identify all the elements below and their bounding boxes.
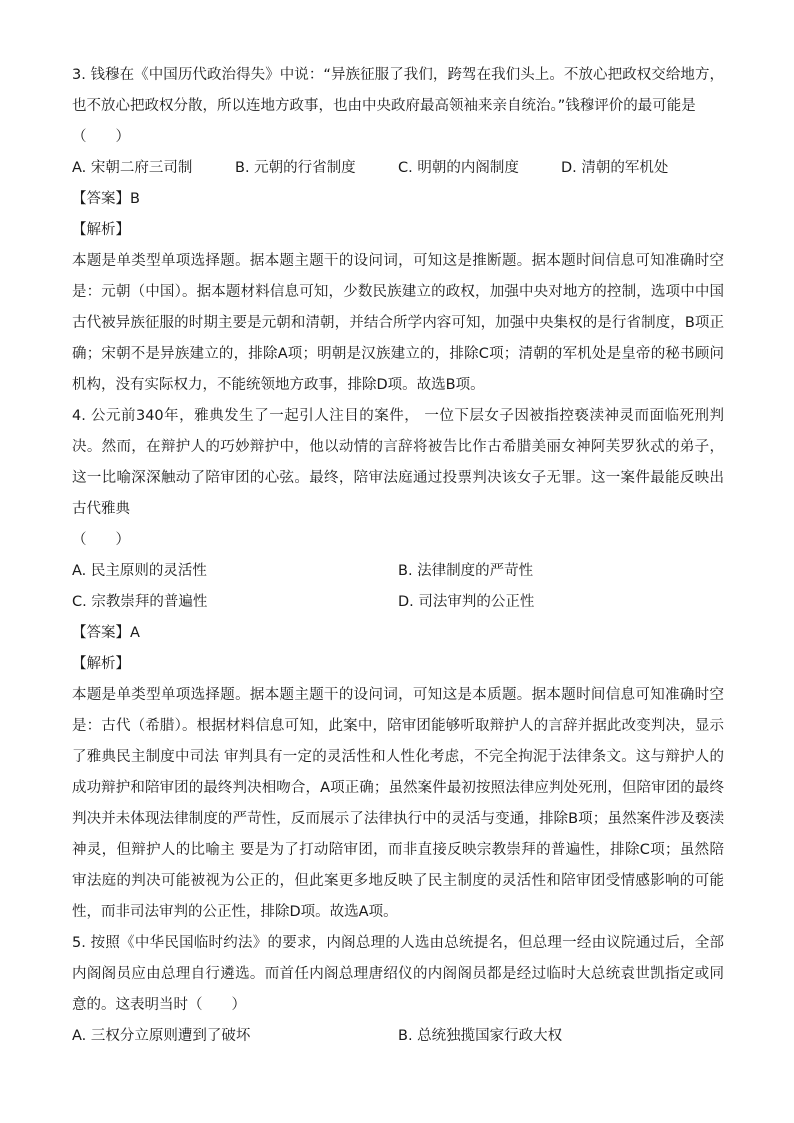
question-4-option-d: D. 司法审判的公正性 <box>398 594 535 610</box>
question-3-answer: 【答案】B <box>72 191 140 207</box>
question-4-option-a: A. 民主原则的灵活性 <box>72 563 207 579</box>
question-3-option-d: D. 清朝的军机处 <box>561 160 669 176</box>
question-4-answer: 【答案】A <box>72 625 140 641</box>
question-3-answer-blank: （ ） <box>72 129 130 145</box>
question-5-options-row-1 <box>72 1021 724 1052</box>
question-3-option-a: A. 宋朝二府三司制 <box>72 160 193 176</box>
question-4-options-row-1 <box>72 556 724 587</box>
question-3-analysis-label: 【解析】 <box>72 222 130 238</box>
question-3-analysis: 本题是单类型单项选择题。据本题主题干的设问词，可知这是推断题。据本题时间信息可知准确时空是：元朝（中国）。据本题材料信息可知，少数民族建立的政权，加强中央对地方的控制，选项中中国古代被异族征服的时期主要是元朝和清朝，并结合所学内容可知，加强中央集权的是行省制度，B项正确；宋朝不是异族建立的，排除A项；明朝是汉族建立的，排除C项；清朝的军机处是皇帝的秘书顾问机构，没有实际权力，不能统领地方政事，排除D项。故选B项。 <box>72 253 724 393</box>
question-5-option-b: B. 总统独揽国家行政大权 <box>398 1028 563 1044</box>
document-page <box>72 60 724 1052</box>
question-3-stem: 3. 钱穆在《中国历代政治得失》中说：“异族征服了我们，跨驾在我们头上。不放心把政权交给地方，也不放心把政权分散，所以连地方政事，也由中央政府最高领袖来亲自统治。”钱穆评价的最可能是 <box>72 67 724 114</box>
question-4-analysis: 本题是单类型单项选择题。据本题主题干的设问词，可知这是本质题。据本题时间信息可知准确时空是：古代（希腊）。根据材料信息可知，此案中，陪审团能够听取辩护人的言辞并据此改变判决，显示了雅典民主制度中司法 审判具有一定的灵活性和人性化考虑，不完全拘泥于法律条文。这与辩护人的成功辩护和陪审团的最终判决相吻合，A项正确；虽然案件最初按照法律应判处死刑，但陪审团的最终判决并未体现法律制度的严苛性，反而展示了法律执行中的灵活与变通，排除B项；虽然案件涉及亵渎神灵，但辩护人的比喻主 要是为了打动陪审团，而非直接反映宗教崇拜的普遍性，排除C项；虽然陪审法庭的判决可能被视为公正的，但此案更多地反映了民主制度的灵活性和陪审团受情感影响的可能性，而非司法审判的公正性，排除D项。故选A项。 <box>72 687 724 920</box>
question-3-option-b: B. 元朝的行省制度 <box>235 160 356 176</box>
question-3-options <box>72 153 724 184</box>
question-5-stem: 5. 按照《中华民国临时约法》的要求，内阁总理的人选由总统提名，但总理一经由议院通过后，全部内阁阁员应由总理自行遴选。而首任内阁总理唐绍仪的内阁阁员都是经过临时大总统袁世凯指定或同意的。这表明当时（ ） <box>72 935 724 1013</box>
question-4-stem: 4. 公元前340年，雅典发生了一起引人注目的案件， 一位下层女子因被指控亵渎神灵而面临死刑判决。然而，在辩护人的巧妙辩护中，他以动情的言辞将被告比作古希腊美丽女神阿芙罗狄忒的弟子，这一比喻深深触动了陪审团的心弦。最终，陪审法庭通过投票判决该女子无罪。这一案件最能反映出古代雅典 <box>72 408 724 517</box>
question-4-options-row-2 <box>72 587 724 618</box>
question-4-option-c: C. 宗教崇拜的普遍性 <box>72 594 208 610</box>
question-5-option-a: A. 三权分立原则遭到了破坏 <box>72 1028 251 1044</box>
question-4-option-b: B. 法律制度的严苛性 <box>398 563 534 579</box>
question-4-answer-blank: （ ） <box>72 532 130 548</box>
question-3-option-c: C. 明朝的内阁制度 <box>398 160 519 176</box>
question-4-analysis-label: 【解析】 <box>72 656 130 672</box>
